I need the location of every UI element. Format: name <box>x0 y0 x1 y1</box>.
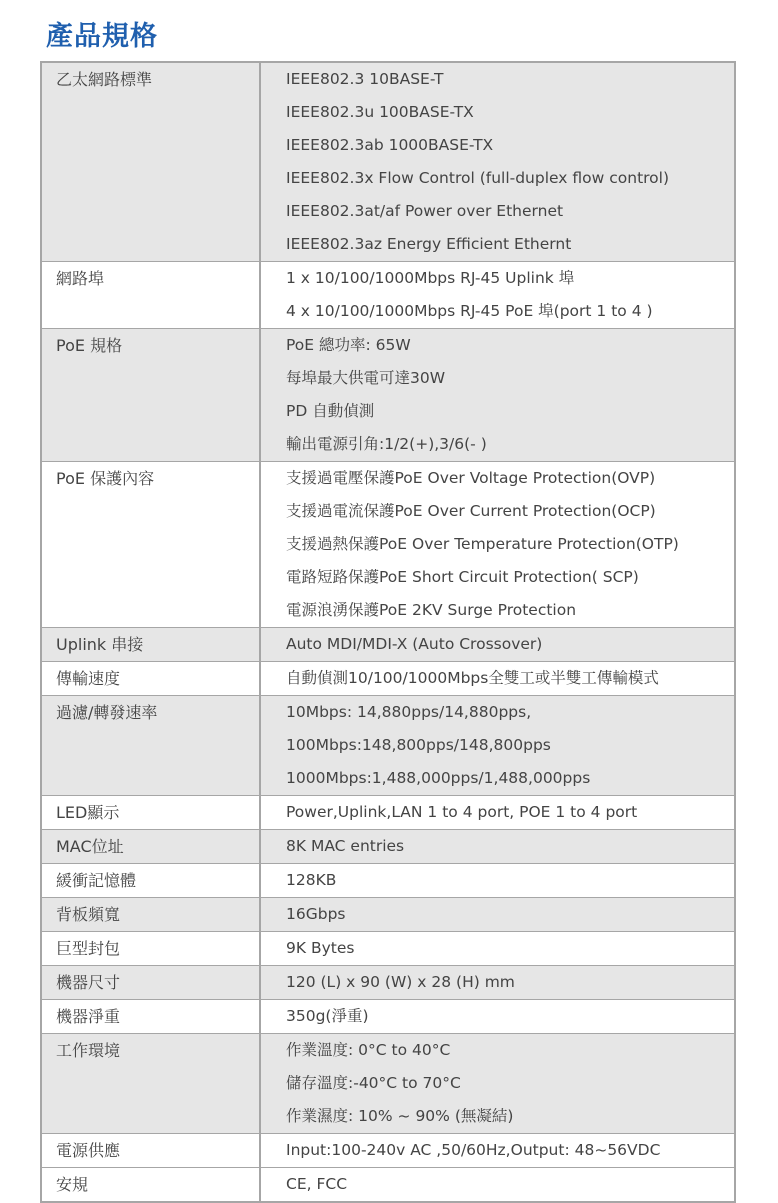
spec-row <box>42 261 734 328</box>
spec-value: 100Mbps:148,800pps/148,800pps <box>286 736 551 754</box>
spec-value: 電路短路保護PoE Short Circuit Protection( SCP) <box>286 568 639 586</box>
spec-value: IEEE802.3az Energy Efficient Ethernt <box>286 235 572 253</box>
spec-row <box>42 897 734 931</box>
spec-row <box>42 999 734 1033</box>
spec-label: 網路埠 <box>42 262 261 328</box>
spec-row <box>42 829 734 863</box>
spec-values <box>261 1034 734 1133</box>
spec-values <box>261 1168 734 1201</box>
spec-value: Auto MDI/MDI-X (Auto Crossover) <box>286 635 543 653</box>
spec-values <box>261 628 734 661</box>
spec-label: 乙太網路標準 <box>42 63 261 261</box>
spec-value: IEEE802.3at/af Power over Ethernet <box>286 202 564 220</box>
page-title: 產品規格 <box>46 21 158 52</box>
spec-label: 電源供應 <box>42 1134 261 1167</box>
spec-row <box>42 1033 734 1133</box>
spec-value: 作業濕度: 10% ~ 90% (無凝結) <box>286 1107 514 1125</box>
spec-row <box>42 661 734 695</box>
spec-row <box>42 863 734 897</box>
spec-label: 機器淨重 <box>42 1000 261 1033</box>
spec-value: Input:100-240v AC ,50/60Hz,Output: 48~56VDC <box>286 1141 661 1159</box>
spec-row <box>42 1133 734 1167</box>
spec-value: Power,Uplink,LAN 1 to 4 port, POE 1 to 4 port <box>286 803 638 821</box>
spec-value: 作業溫度: 0°C to 40°C <box>286 1041 451 1059</box>
spec-value: 8K MAC entries <box>286 837 405 855</box>
spec-label: PoE 規格 <box>42 329 261 461</box>
spec-row <box>42 461 734 627</box>
spec-value: 128KB <box>286 871 337 889</box>
spec-label: 背板頻寬 <box>42 898 261 931</box>
spec-row <box>42 1167 734 1201</box>
spec-value: IEEE802.3x Flow Control (full-duplex flow control) <box>286 169 670 187</box>
spec-value: 350g(淨重) <box>286 1007 369 1025</box>
spec-value: IEEE802.3ab 1000BASE-TX <box>286 136 494 154</box>
spec-value: IEEE802.3 10BASE-T <box>286 70 444 88</box>
spec-value: 10Mbps: 14,880pps/14,880pps, <box>286 703 532 721</box>
spec-table <box>40 61 736 1203</box>
spec-value: 1000Mbps:1,488,000pps/1,488,000pps <box>286 769 591 787</box>
spec-values <box>261 966 734 999</box>
spec-value: 支援過電壓保護PoE Over Voltage Protection(OVP) <box>286 469 656 487</box>
spec-label: 工作環境 <box>42 1034 261 1133</box>
spec-values <box>261 329 734 461</box>
spec-values <box>261 898 734 931</box>
spec-row <box>42 795 734 829</box>
spec-value: 1 x 10/100/1000Mbps RJ-45 Uplink 埠 <box>286 269 575 287</box>
spec-value: 16Gbps <box>286 905 346 923</box>
spec-row <box>42 627 734 661</box>
spec-value: 4 x 10/100/1000Mbps RJ-45 PoE 埠(port 1 to 4 ) <box>286 302 653 320</box>
spec-value: IEEE802.3u 100BASE-TX <box>286 103 474 121</box>
spec-row <box>42 63 734 261</box>
spec-value: 每埠最大供電可達30W <box>286 369 446 387</box>
spec-values <box>261 796 734 829</box>
spec-values <box>261 262 734 328</box>
spec-values <box>261 662 734 695</box>
spec-label: 緩衝記憶體 <box>42 864 261 897</box>
spec-values <box>261 1134 734 1167</box>
spec-values <box>261 1000 734 1033</box>
spec-value: 9K Bytes <box>286 939 355 957</box>
spec-values <box>261 932 734 965</box>
spec-label: LED顯示 <box>42 796 261 829</box>
spec-label: PoE 保護內容 <box>42 462 261 627</box>
spec-value: 120 (L) x 90 (W) x 28 (H) mm <box>286 973 515 991</box>
spec-value: CE, FCC <box>286 1175 348 1193</box>
spec-row <box>42 965 734 999</box>
spec-label: 傳輸速度 <box>42 662 261 695</box>
spec-value: PoE 總功率: 65W <box>286 336 411 354</box>
spec-value: PD 自動偵測 <box>286 402 375 420</box>
spec-value: 輸出電源引角:1/2(+),3/6(- ) <box>286 435 487 453</box>
spec-values <box>261 63 734 261</box>
spec-value: 支援過電流保護PoE Over Current Protection(OCP) <box>286 502 656 520</box>
spec-row <box>42 328 734 461</box>
spec-value: 支援過熱保護PoE Over Temperature Protection(OTP) <box>286 535 679 553</box>
spec-label: MAC位址 <box>42 830 261 863</box>
spec-values <box>261 696 734 795</box>
spec-value: 自動偵測10/100/1000Mbps全雙工或半雙工傳輸模式 <box>286 669 659 687</box>
spec-values <box>261 462 734 627</box>
spec-label: 過濾/轉發速率 <box>42 696 261 795</box>
spec-values <box>261 830 734 863</box>
spec-label: 巨型封包 <box>42 932 261 965</box>
spec-label: 安規 <box>42 1168 261 1201</box>
spec-values <box>261 864 734 897</box>
spec-label: 機器尺寸 <box>42 966 261 999</box>
spec-label: Uplink 串接 <box>42 628 261 661</box>
spec-row <box>42 931 734 965</box>
spec-value: 儲存溫度:-40°C to 70°C <box>286 1074 461 1092</box>
spec-value: 電源浪湧保護PoE 2KV Surge Protection <box>286 601 577 619</box>
spec-row <box>42 695 734 795</box>
